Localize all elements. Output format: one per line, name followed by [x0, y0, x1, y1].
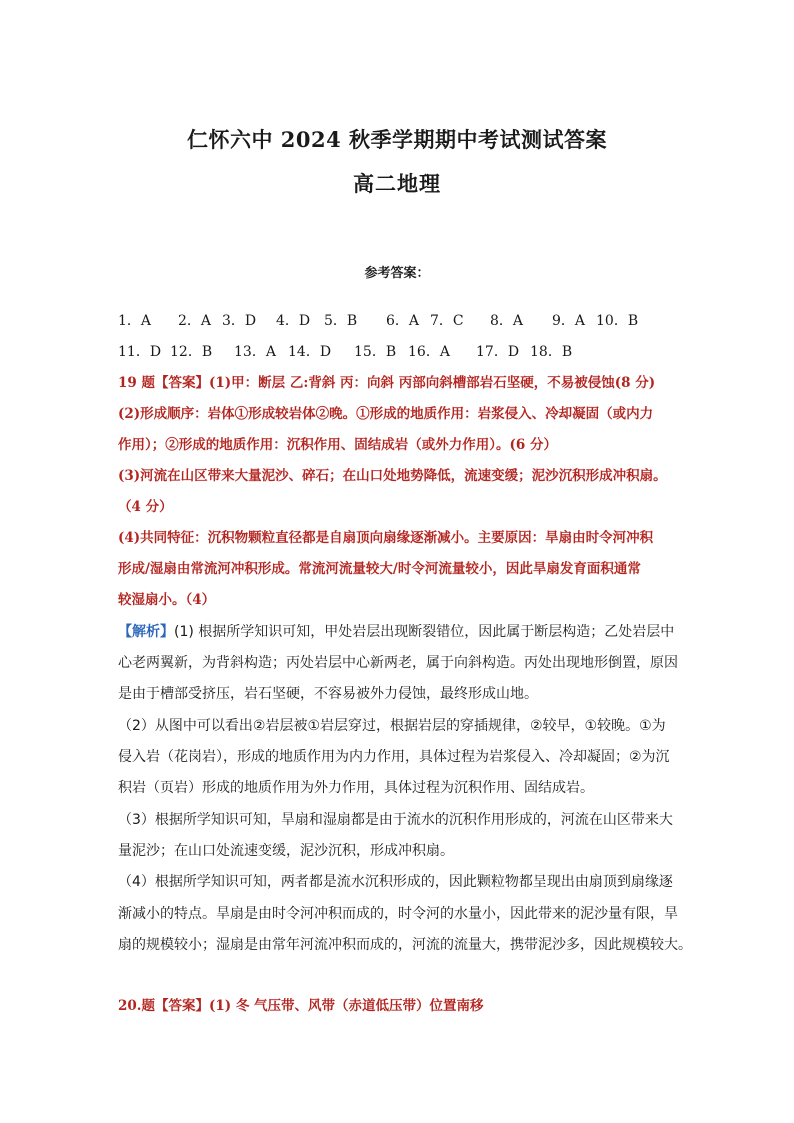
- q19-analysis-line: （2）从图中可以看出②岩层被①岩层穿过，根据岩层的穿插规律，②较早，①较晚。①为: [118, 718, 666, 734]
- mc-answer: 9．A: [552, 313, 586, 329]
- document-title: 仁怀六中 2024 秋季学期期中考试测试答案: [186, 127, 608, 152]
- mc-answer: 10．B: [596, 313, 639, 329]
- analysis-text: (1) 根据所学知识可知，甲处岩层出现断裂错位，因此属于断层构造；乙处岩层中: [174, 624, 675, 640]
- q19-answer-line: (3)河流在山区带来大量泥沙、碎石；在山口处地势降低，流速变缓；泥沙沉积形成冲积扇。: [118, 468, 667, 484]
- mc-answer: 16．A: [408, 344, 450, 360]
- q19-analysis-line: （3）根据所学知识可知，旱扇和湿扇都是由于流水的沉积作用形成的，河流在山区带来大: [118, 812, 673, 828]
- q19-answer-line: 19 题【答案】(1)甲：断层 乙:背斜 丙：向斜 丙部向斜槽部岩石坚硬，不易被侵蚀(8 分): [118, 375, 656, 391]
- q19-answer-line: （4 分）: [118, 499, 173, 515]
- q19-answer-line: 形成/湿扇由常流河冲积形成。常流河流量较大/时令河流量较小，因此旱扇发育面积通常: [118, 561, 641, 577]
- q20-answer-line: 20.题【答案】(1) 冬 气压带、风带（赤道低压带）位置南移: [118, 998, 484, 1014]
- mc-answer: 11．D: [118, 344, 162, 360]
- q19-analysis-line: 渐减小的特点。旱扇是由时令河冲积而成的，时令河的水量小，因此带来的泥沙量有限，旱: [118, 906, 678, 922]
- mc-answer: 15．B: [354, 344, 397, 360]
- q19-answer-line: 作用）；②形成的地质作用：沉积作用、固结成岩（或外力作用）。(6 分）: [118, 437, 557, 453]
- q19-answer-line: 较湿扇小。（4）: [118, 592, 216, 608]
- q19-analysis-line: 心老两翼新，为背斜构造；丙处岩层中心新两老，属于向斜构造。丙处出现地形倒置，原因: [118, 655, 678, 671]
- mc-answer: 5．B: [324, 313, 358, 329]
- mc-answer: 14．D: [288, 344, 332, 360]
- mc-answers-row-2: [118, 342, 688, 362]
- q19-analysis-line: （4）根据所学知识可知，两者都是流水沉积形成的，因此颗粒物都呈现出由扇顶到扇缘逐: [118, 874, 673, 890]
- mc-answer: 17．D: [476, 344, 520, 360]
- mc-answers-row-1: [118, 311, 688, 331]
- q19-analysis-line: 扇的规模较小；湿扇是由常年河流冲积而成的，河流的流量大，携带泥沙多，因此规模较大。: [118, 937, 692, 953]
- q19-analysis-line: [118, 622, 688, 642]
- mc-answer: 18．B: [530, 344, 573, 360]
- mc-answer: 4．D: [276, 313, 311, 329]
- q19-analysis-line: 侵入岩（花岗岩），形成的地质作用为内力作用，具体过程为岩浆侵入、冷却凝固；②为沉: [118, 749, 670, 765]
- mc-answer: 8．A: [490, 313, 524, 329]
- mc-answer: 12．B: [170, 344, 213, 360]
- q19-answer-line: (4)共同特征：沉积物颗粒直径都是自扇顶向扇缘逐渐减小。主要原因：旱扇由时令河冲积: [118, 530, 654, 546]
- analysis-tag: 【解析】: [118, 624, 174, 640]
- mc-answer: 3．D: [222, 313, 257, 329]
- mc-answer: 6．A: [386, 313, 420, 329]
- document-subtitle: 高二地理: [353, 171, 441, 196]
- mc-answer: 1．A: [118, 313, 152, 329]
- mc-answer: 2．A: [178, 313, 212, 329]
- q19-analysis-line: 是由于槽部受挤压，岩石坚硬，不容易被外力侵蚀，最终形成山地。: [118, 686, 538, 702]
- q19-answer-line: (2)形成顺序：岩体①形成较岩体②晚。①形成的地质作用：岩浆侵入、冷却凝固（或内力: [118, 406, 654, 422]
- q19-analysis-line: 积岩（页岩）形成的地质作用为外力作用，具体过程为沉积作用、固结成岩。: [118, 780, 594, 796]
- q19-analysis-line: 量泥沙；在山口处流速变缓，泥沙沉积，形成冲积扇。: [118, 843, 454, 859]
- mc-answer: 7．C: [430, 313, 464, 329]
- reference-answers-heading: 参考答案：: [364, 266, 430, 281]
- mc-answer: 13．A: [234, 344, 276, 360]
